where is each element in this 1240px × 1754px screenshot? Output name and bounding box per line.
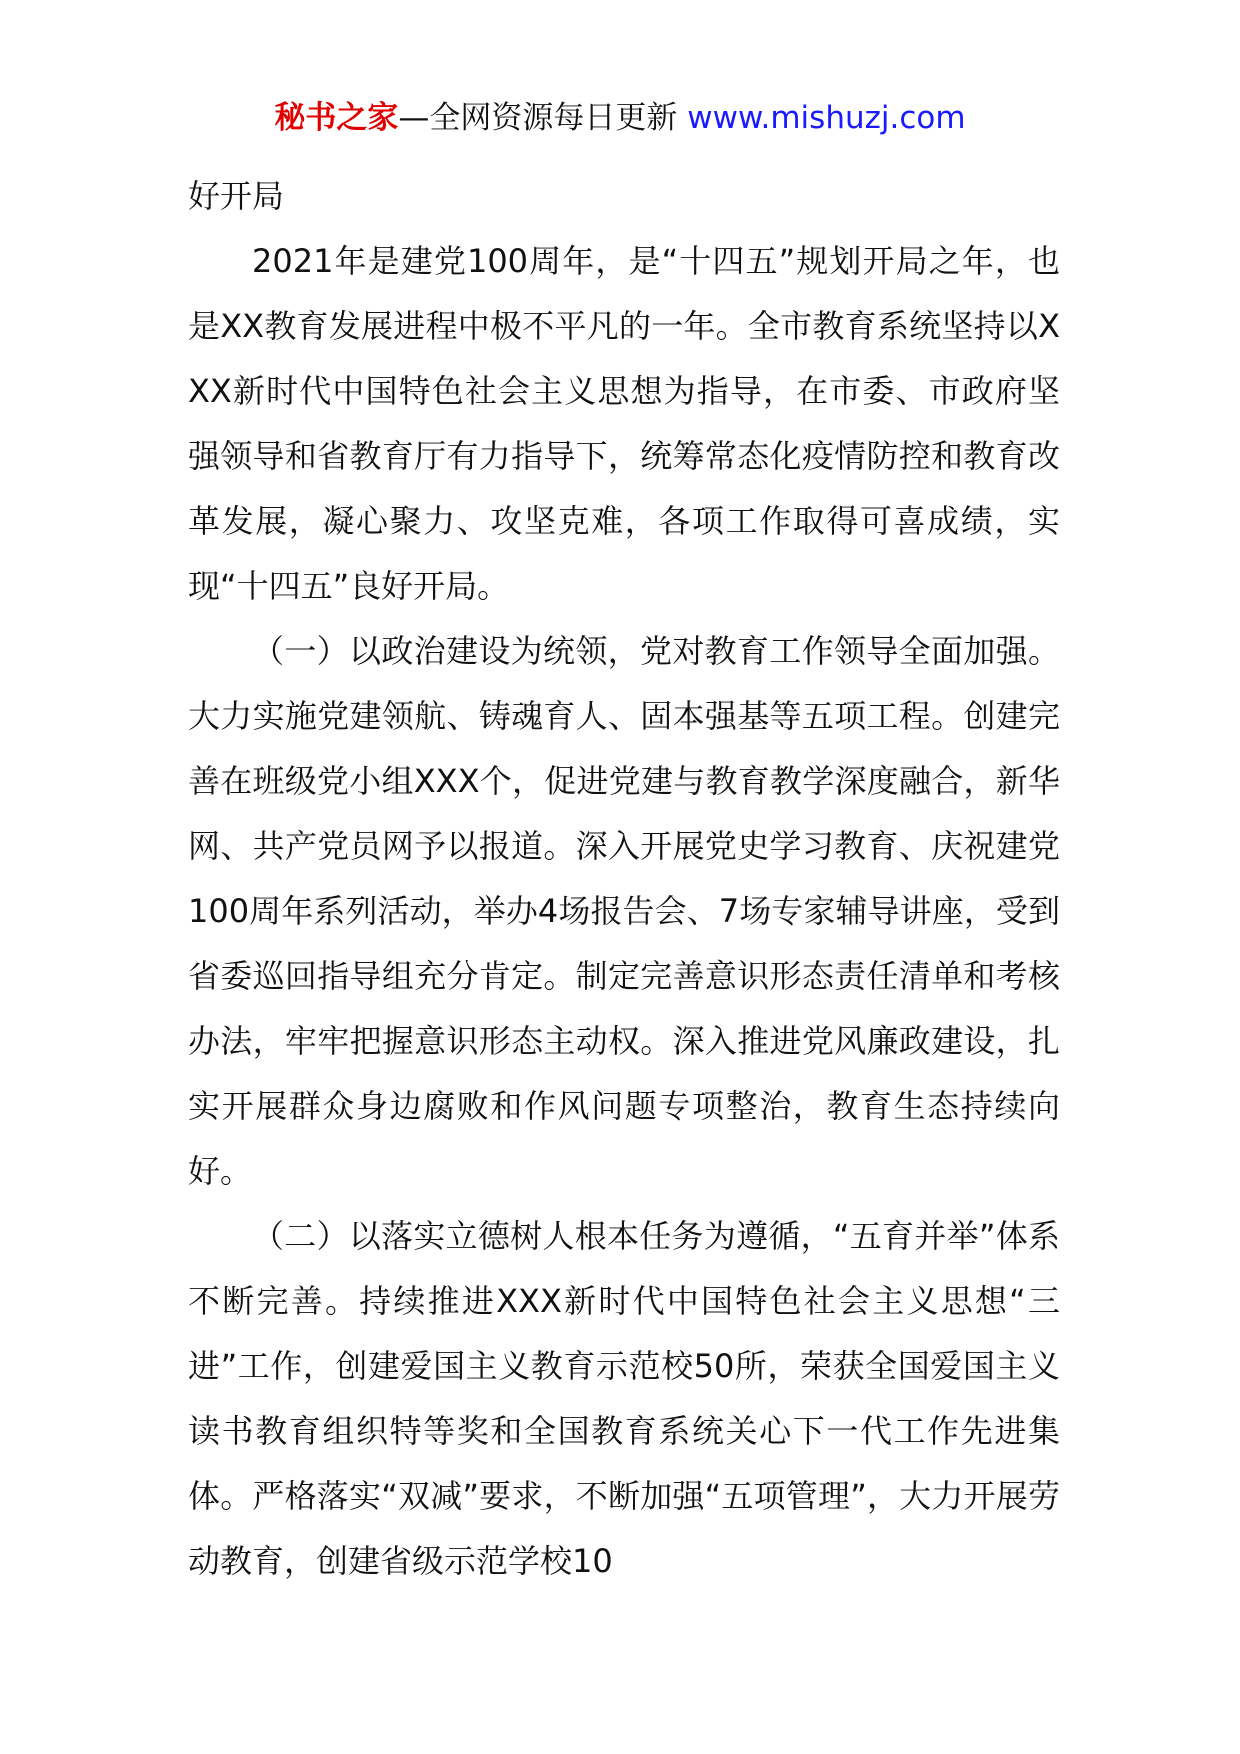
site-brand: 秘书之家 <box>274 100 399 136</box>
paragraph-section-2: （二）以落实立德树人根本任务为遵循，“五育并举”体系不断完善。持续推进XXX新时代中国特色社会主义思想“三进”工作，创建爱国主义教育示范校50所，荣获全国爱国主义读书教育组织特等奖和全国教育系统关心下一代工作先进集体。严格落实“双减”要求，不断加强“五项管理”，大力开展劳动教育，创建省级示范学校10 <box>188 1217 1060 1580</box>
paragraph-section-1: （一）以政治建设为统领，党对教育工作领导全面加强。大力实施党建领航、铸魂育人、固本强基等五项工程。创建完善在班级党小组XXX个，促进党建与教育教学深度融合，新华网、共产党员网予以报道。深入开展党史学习教育、庆祝建党100周年系列活动，举办4场报告会、7场专家辅导讲座，受到省委巡回指导组充分肯定。制定完善意识形态责任清单和考核办法，牢牢把握意识形态主动权。深入推进党风廉政建设，扎实开展群众身边腐败和作风问题专项整治，教育生态持续向好。 <box>188 632 1060 1190</box>
paragraph-continuation: 好开局 <box>188 177 285 215</box>
paragraph-intro: 2021年是建党100周年，是“十四五”规划开局之年，也是XX教育发展进程中极不平凡的一年。全市教育系统坚持以XXX新时代中国特色社会主义思想为指导，在市委、市政府坚强领导和省教育厅有力指导下，统筹常态化疫情防控和教育改革发展，凝心聚力、攻坚克难，各项工作取得可喜成绩，实现“十四五”良好开局。 <box>188 242 1060 605</box>
site-url[interactable]: www.mishuzj.com <box>687 100 966 136</box>
document-body <box>188 164 1060 1594</box>
site-slogan: —全网资源每日更新 <box>398 100 688 136</box>
site-header <box>0 98 1240 138</box>
